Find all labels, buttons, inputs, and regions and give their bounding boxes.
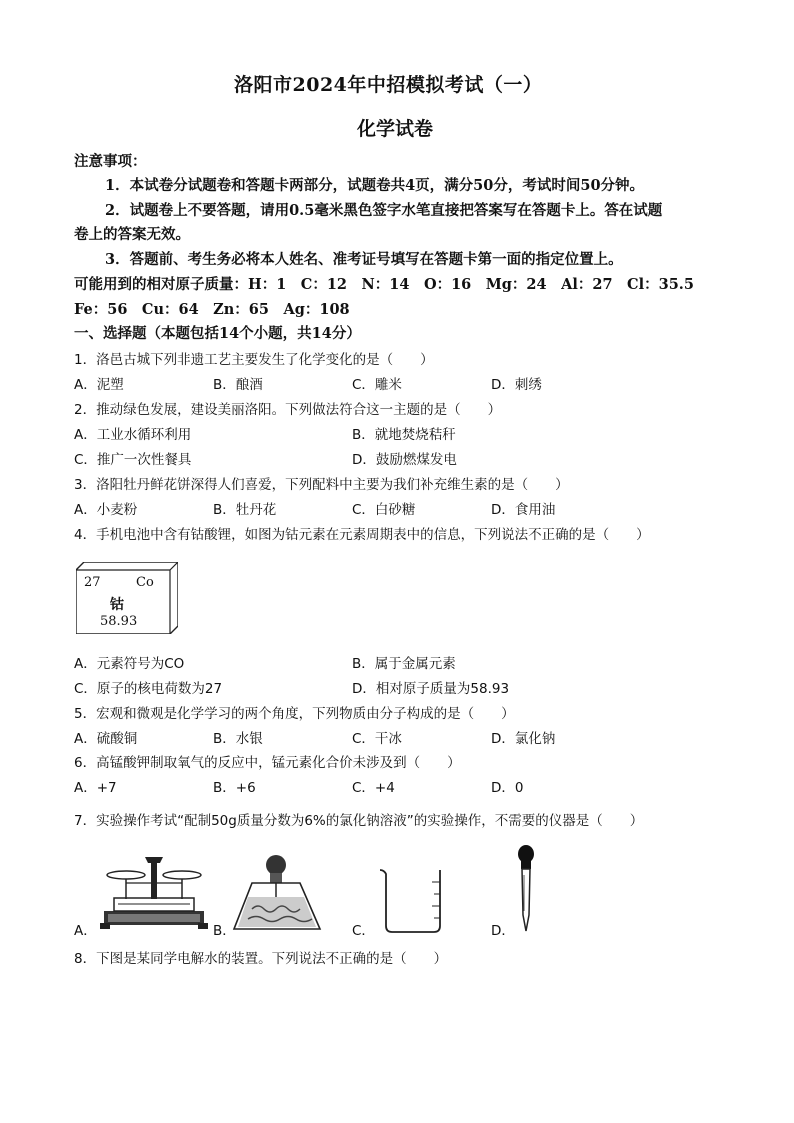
- option-b: B．水银: [213, 731, 263, 747]
- element-name: 钴: [110, 597, 124, 613]
- option-b: B．: [213, 923, 236, 939]
- option-a: A．工业水循环利用: [74, 427, 192, 443]
- section-heading: 一、选择题（本题包括14个小题，共14分）: [74, 325, 361, 342]
- option-c: C．白砂糖: [352, 502, 416, 518]
- option-b: B．牡丹花: [213, 502, 277, 518]
- option-b: B．属于金属元素: [352, 656, 456, 672]
- option-d: D．鼓励燃煤发电: [352, 452, 457, 468]
- option-b: B．就地焚烧秸秆: [352, 427, 456, 443]
- option-d: D．刺绣: [491, 377, 542, 393]
- option-a: A．泥塑: [74, 377, 124, 393]
- option-d: D．食用油: [491, 502, 556, 518]
- question-stem: 5．宏观和微观是化学学习的两个角度，下列物质由分子构成的是（ ）: [74, 706, 515, 722]
- option-a: A．元素符号为CO: [74, 656, 185, 672]
- notice-item-2-cont: 卷上的答案无效。: [74, 226, 190, 243]
- question-stem: 6．高锰酸钾制取氧气的反应中，锰元素化合价未涉及到（ ）: [74, 755, 461, 771]
- option-d: D．: [491, 923, 515, 939]
- option-d: D．氯化钠: [491, 731, 556, 747]
- beaker-icon: [376, 868, 446, 934]
- balance-icon: [100, 853, 208, 933]
- alcohol-lamp-icon: [232, 853, 322, 935]
- question-stem: 4．手机电池中含有钴酸锂，如图为钴元素在元素周期表中的信息，下列说法不正确的是（ ）: [74, 527, 650, 543]
- question-stem: 2．推动绿色发展，建设美丽洛阳。下列做法符合这一主题的是（ ）: [74, 402, 502, 418]
- notice-heading: 注意事项：: [74, 153, 147, 170]
- option-c: C．雕米: [352, 377, 402, 393]
- exam-title: 洛阳市2024年中招模拟考试（一）: [234, 74, 543, 96]
- option-a: A．+7: [74, 780, 117, 796]
- option-c: C．+4: [352, 780, 395, 796]
- dropper-icon: [514, 845, 538, 933]
- option-b: B．酿酒: [213, 377, 263, 393]
- question-stem: 1．洛邑古城下列非遗工艺主要发生了化学变化的是（ ）: [74, 352, 434, 368]
- option-b: B．+6: [213, 780, 256, 796]
- question-stem: 7．实验操作考试“配制50g质量分数为6%的氯化钠溶液”的实验操作，不需要的仪器是（ ）: [74, 813, 644, 829]
- notice-item-3: 3．答题前、考生务必将本人姓名、准考证号填写在答题卡第一面的指定位置上。: [105, 251, 623, 268]
- option-d: D．0: [491, 780, 524, 796]
- exam-subtitle: 化学试卷: [357, 118, 434, 140]
- option-c: C．干冰: [352, 731, 402, 747]
- notice-item-2: 2．试题卷上不要答题，请用0.5毫米黑色签字水笔直接把答案写在答题卡上。答在试题: [105, 202, 663, 219]
- atomic-masses-line-2: Fe：56 Cu：64 Zn：65 Ag：108: [74, 301, 350, 318]
- option-a: A．: [74, 923, 97, 939]
- element-card: [76, 562, 178, 634]
- question-stem: 3．洛阳牡丹鲜花饼深得人们喜爱，下列配料中主要为我们补充维生素的是（ ）: [74, 477, 569, 493]
- option-d: D．相对原子质量为58.93: [352, 681, 510, 697]
- option-c: C．原子的核电荷数为27: [74, 681, 223, 697]
- question-stem: 8．下图是某同学电解水的装置。下列说法不正确的是（ ）: [74, 951, 448, 967]
- option-c: C．推广一次性餐具: [74, 452, 192, 468]
- element-number: 27: [84, 575, 101, 590]
- atomic-masses-line-1: 可能用到的相对原子质量：H：1 C：12 N：14 O：16 Mg：24 Al：27 Cl：35.5: [74, 276, 694, 293]
- notice-item-1: 1．本试卷分试题卷和答题卡两部分，试题卷共4页，满分50分，考试时间50分钟。: [105, 177, 645, 194]
- option-a: A．硫酸铜: [74, 731, 138, 747]
- element-mass: 58.93: [100, 614, 138, 629]
- option-c: C．: [352, 923, 375, 939]
- option-a: A．小麦粉: [74, 502, 138, 518]
- element-symbol: Co: [136, 575, 154, 590]
